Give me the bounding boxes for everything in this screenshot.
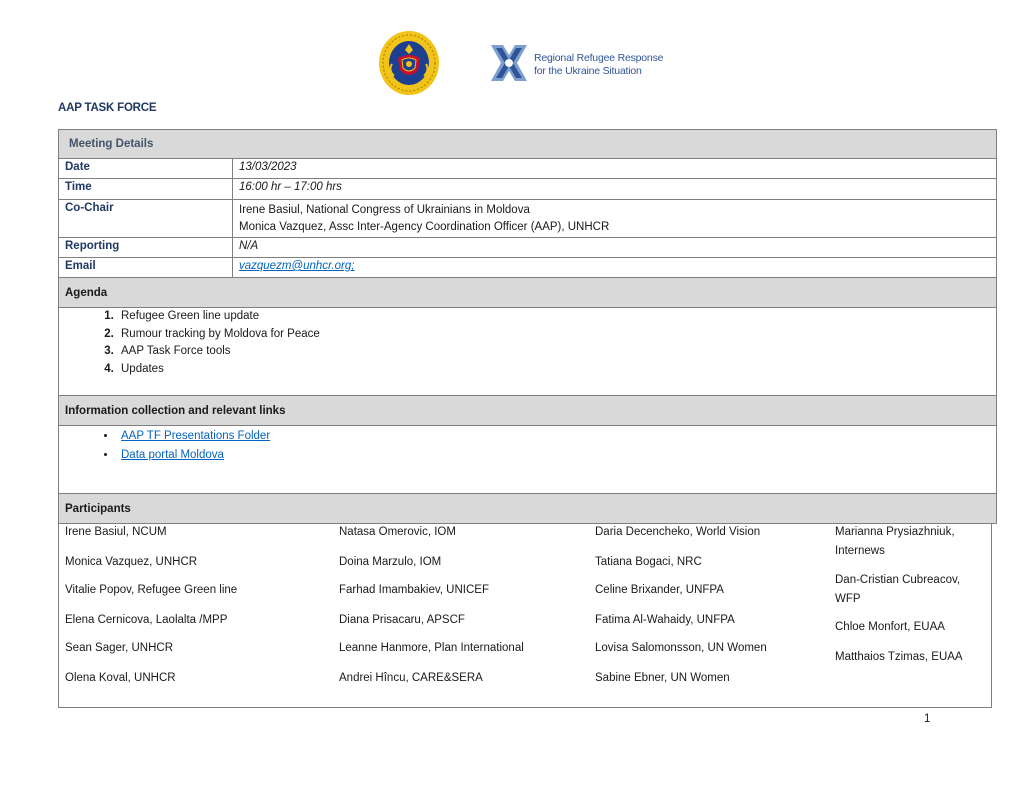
- date-label: Date: [59, 159, 233, 178]
- participant: Irene Basiul, NCUM: [65, 526, 167, 538]
- participant: Daria Decencheko, World Vision: [595, 526, 761, 538]
- page-number: 1: [924, 713, 931, 725]
- logo-text-line1: Regional Refugee Response: [534, 52, 664, 64]
- participant: Diana Prisacaru, APSCF: [339, 614, 465, 626]
- link-item: [117, 446, 990, 465]
- cochair-line2: Monica Vazquez, Assc Inter-Agency Coordination Officer (AAP), UNHCR: [239, 221, 610, 233]
- participant: Lovisa Salomonsson, UN Women: [595, 642, 767, 654]
- date-value: 13/03/2023: [239, 161, 297, 173]
- participant: Andrei Hîncu, CARE&SERA: [339, 672, 483, 684]
- participant: Matthaios Tzimas, EUAA: [835, 651, 963, 663]
- data-portal-link[interactable]: Data portal Moldova: [121, 449, 224, 461]
- meeting-details-heading: Meeting Details: [59, 130, 996, 158]
- participant: Celine Brixander, UNFPA: [595, 584, 724, 596]
- info-body: [59, 426, 996, 493]
- agenda-item: 1. Refugee Green line update: [117, 308, 990, 326]
- participant: Olena Koval, UNHCR: [65, 672, 176, 684]
- participant: Doina Marzulo, IOM: [339, 556, 442, 568]
- participants-table: [58, 523, 992, 708]
- logo-text-line2: for the Ukraine Situation: [534, 65, 642, 77]
- participant: Sabine Ebner, UN Women: [595, 672, 730, 684]
- agenda-heading: Agenda: [59, 278, 996, 307]
- time-row: [58, 179, 997, 200]
- email-link[interactable]: vazquezm@unhcr.org;: [239, 260, 355, 272]
- participant: Chloe Monfort, EUAA: [835, 621, 945, 633]
- cochair-label: Co-Chair: [59, 200, 233, 237]
- link-item: [117, 427, 990, 446]
- participant: Monica Vazquez, UNHCR: [65, 556, 198, 568]
- participant: Farhad Imambakiev, UNICEF: [339, 584, 489, 596]
- info-header-row: [58, 396, 997, 426]
- participant: Tatiana Bogaci, NRC: [595, 556, 702, 568]
- date-row: [58, 159, 997, 179]
- moldova-coat-of-arms-icon: [378, 30, 440, 96]
- reporting-row: [58, 238, 997, 258]
- participant: Marianna Prysiazhniuk, Internews: [835, 526, 955, 557]
- agenda-item: 4. Updates: [117, 361, 990, 379]
- header-logos: [378, 30, 678, 98]
- meeting-table: [58, 129, 997, 524]
- participant: Natasa Omerovic, IOM: [339, 526, 456, 538]
- document-title: AAP TASK FORCE: [58, 102, 157, 114]
- info-body-row: [58, 426, 997, 494]
- reporting-label: Reporting: [59, 238, 233, 257]
- regional-refugee-response-logo-icon: [488, 42, 530, 84]
- cochair-row: [58, 200, 997, 238]
- participant: Elena Cernicova, Laolalta /MPP: [65, 614, 228, 626]
- agenda-list: [65, 308, 990, 378]
- participant: Leanne Hanmore, Plan International: [339, 642, 524, 654]
- logo-text: [534, 52, 663, 78]
- agenda-item: 3. AAP Task Force tools: [117, 343, 990, 361]
- email-label: Email: [59, 258, 233, 277]
- email-row: [58, 258, 997, 278]
- presentations-folder-link[interactable]: AAP TF Presentations Folder: [121, 430, 271, 442]
- participant: Sean Sager, UNHCR: [65, 642, 174, 654]
- time-value: 16:00 hr – 17:00 hrs: [239, 181, 342, 193]
- agenda-item: 2. Rumour tracking by Moldova for Peace: [117, 326, 990, 344]
- agenda-body: [59, 308, 996, 395]
- links-list: [65, 427, 990, 465]
- participant: Fatima Al-Wahaidy, UNFPA: [595, 614, 735, 626]
- participants-heading: Participants: [59, 494, 996, 523]
- email-value: [233, 258, 996, 277]
- cochair-value: [233, 200, 996, 237]
- participants-header-row: [58, 494, 997, 524]
- info-heading: Information collection and relevant links: [59, 396, 996, 425]
- agenda-header-row: [58, 278, 997, 308]
- cochair-line1: Irene Basiul, National Congress of Ukrainians in Moldova: [239, 204, 530, 216]
- participant: Vitalie Popov, Refugee Green line: [65, 584, 238, 596]
- participant: Dan-Cristian Cubreacov, WFP: [835, 574, 961, 605]
- reporting-value: N/A: [239, 240, 259, 252]
- time-label: Time: [59, 179, 233, 199]
- agenda-body-row: [58, 308, 997, 396]
- meeting-details-header-row: [58, 129, 997, 159]
